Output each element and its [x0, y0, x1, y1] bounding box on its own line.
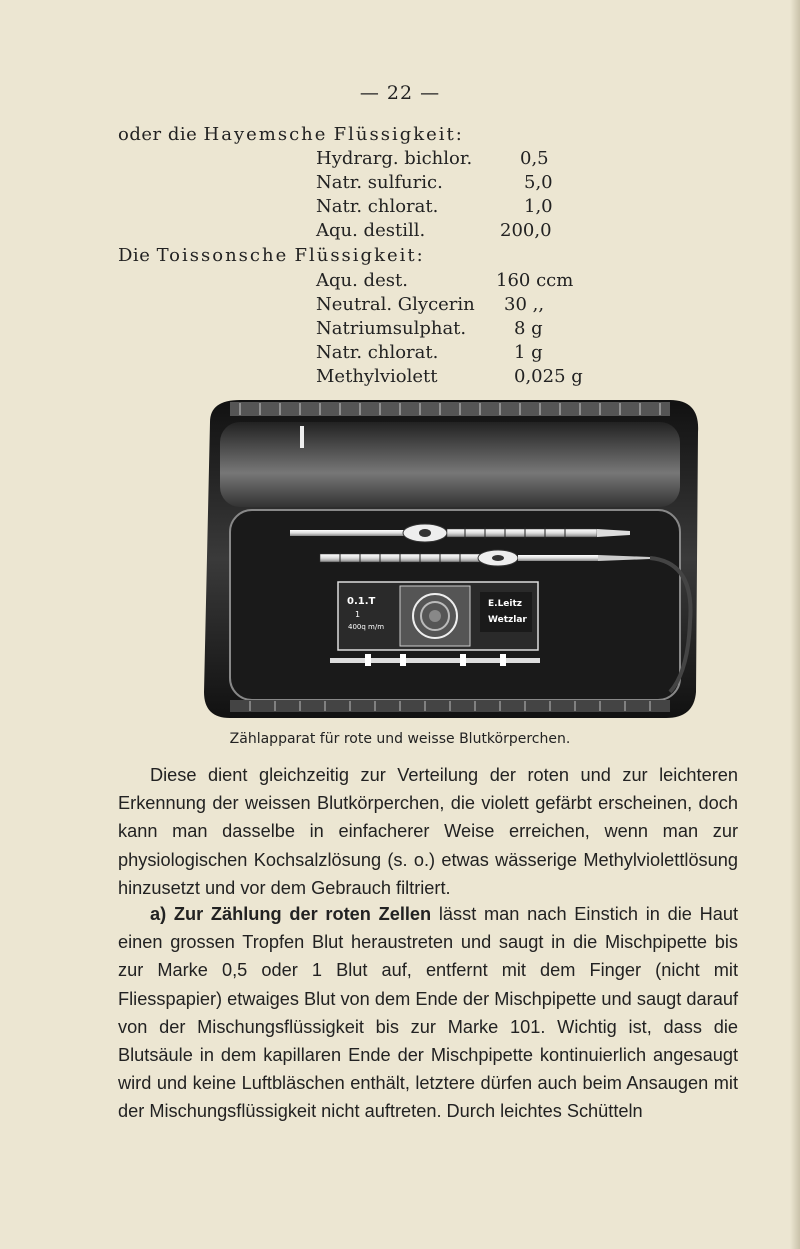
- ingredient-value: 30 ,,: [504, 294, 545, 315]
- page-number: — 22 —: [359, 82, 441, 104]
- figure-caption: Zählapparat für rote und weisse Blutkörperchen.: [229, 731, 571, 747]
- ingredient-value: 8 g: [514, 318, 543, 339]
- chamber-label-maker: E.Leitz: [488, 599, 523, 609]
- ingredient-value: 1,0: [524, 196, 553, 217]
- chamber-label-area: 400q m/m: [348, 623, 385, 631]
- ingredient-name: Methylviolett: [316, 366, 438, 387]
- ingredient-value: 160 ccm: [496, 270, 574, 291]
- toisson-name: Toissonsche: [156, 245, 289, 266]
- case-edge-top: [230, 402, 670, 416]
- ingredient-name: Natr. chlorat.: [316, 196, 439, 217]
- counting-chamber: [338, 582, 538, 650]
- paragraph-red-cell-count: [118, 900, 738, 1126]
- case-lid-padding: [220, 422, 680, 507]
- hayem-intro-prefix: oder die: [118, 124, 198, 145]
- ingredient-name: Aqu. destill.: [316, 220, 426, 241]
- toisson-heading: [118, 245, 425, 266]
- ingredient-name: Natriumsulphat.: [316, 318, 467, 339]
- hayem-heading: [118, 124, 464, 145]
- paragraph-methylviolett: Diese dient gleichzeitig zur Verteilung der roten und zur leichteren Erkennung der weissen Blutkörperchen, die violett gefärbt erscheinen, doch kann man dasselbe in einfacherer Weise erreichen, wenn man zur physiologischen Kochsalzlösung (s. o.) etwas wässerige Methylviolettlösung hinzusetzt und vor dem Gebrauch filtriert.: [118, 765, 738, 898]
- chamber-label-city: Wetzlar: [488, 615, 527, 625]
- case-clasp: [300, 426, 304, 448]
- apparatus-illustration: [200, 392, 700, 722]
- ingredient-name: Natr. chlorat.: [316, 342, 439, 363]
- ingredient-value: 0,025 g: [514, 366, 583, 387]
- paragraph-red-cell-count-text: lässt man nach Einstich in die Haut einen grossen Tropfen Blut heraustreten und saugt in die Mischpipette bis zur Marke 0,5 oder 1 Blut auf, entfernt mit dem Finger (nicht mit Fliesspapier) etwaiges Blut von dem Ende der Mischpipette und saugt darauf von der Mischungsflüssigkeit bis zur Marke 101. Wichtig ist, dass die Blutsäule in dem kapillaren Ende der Mischpipette kontinuierlich angesaugt wird und keine Luftbläschen enthält, letztere dürfen auch beim Ansaugen mit der Mischungsflüssigkeit nicht auftreten. Durch leichtes Schütteln: [118, 904, 738, 1122]
- section-label-red-cells: a) Zur Zählung der roten Zellen: [150, 904, 432, 924]
- ingredient-value: 0,5: [520, 148, 549, 169]
- counting-apparatus-figure: [200, 392, 700, 722]
- ingredient-value: 1 g: [514, 342, 543, 363]
- chamber-label-fraction: 1: [355, 610, 361, 619]
- ingredient-name: Aqu. dest.: [316, 270, 408, 291]
- toisson-intro-prefix: Die: [118, 245, 151, 266]
- page-edge-shadow: [790, 0, 800, 1249]
- ingredient-name: Hydrarg. bichlor.: [316, 148, 473, 169]
- toisson-intro-suffix: Flüssigkeit:: [294, 245, 425, 266]
- chamber-label-depth: 0.1.T: [347, 596, 376, 607]
- hayem-name: Hayemsche: [203, 124, 328, 145]
- hayem-intro-suffix: Flüssigkeit:: [333, 124, 464, 145]
- ingredient-name: Neutral. Glycerin: [316, 294, 475, 315]
- ingredient-value: 5,0: [524, 172, 553, 193]
- ingredient-value: 200,0: [500, 220, 552, 241]
- ingredient-name: Natr. sulfuric.: [316, 172, 443, 193]
